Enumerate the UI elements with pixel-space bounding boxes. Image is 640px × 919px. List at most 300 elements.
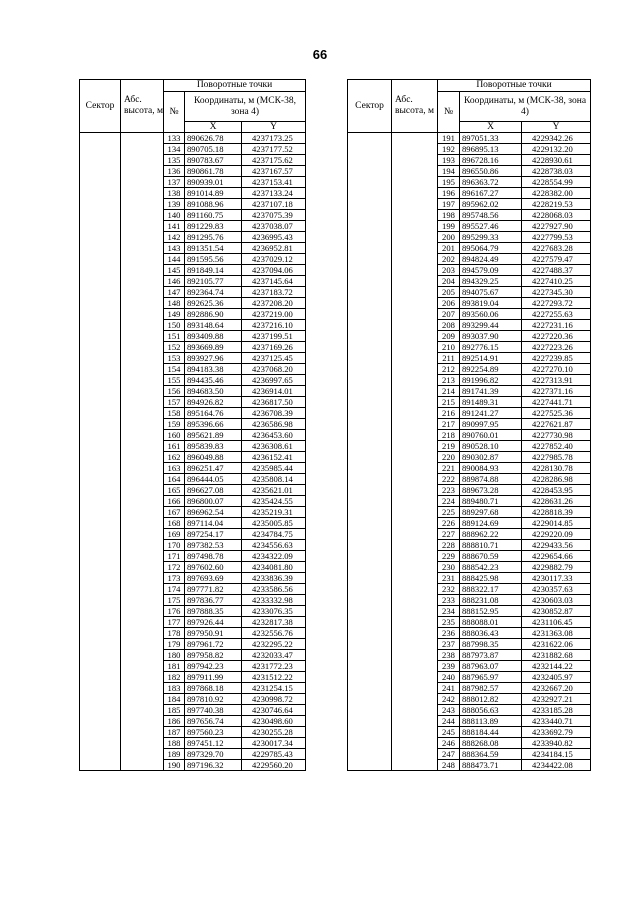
table-row — [80, 166, 306, 177]
point-number: 144 — [164, 254, 185, 265]
coord-x: 893148.64 — [185, 320, 242, 331]
coord-x: 894926.82 — [185, 397, 242, 408]
coord-x: 888810.71 — [460, 540, 522, 551]
point-number: 197 — [438, 199, 460, 210]
abs-height-cell — [121, 551, 164, 562]
coord-y: 4236708.39 — [242, 408, 306, 419]
coord-y: 4227220.36 — [522, 331, 591, 342]
coord-y: 4228068.03 — [522, 210, 591, 221]
table-row — [348, 221, 591, 232]
table-row — [348, 254, 591, 265]
table-row — [80, 738, 306, 749]
sector-cell — [348, 210, 392, 221]
coord-x: 897926.44 — [185, 617, 242, 628]
abs-height-cell — [121, 243, 164, 254]
point-number: 209 — [438, 331, 460, 342]
abs-height-cell — [121, 716, 164, 727]
abs-height-cell — [121, 210, 164, 221]
point-number: 139 — [164, 199, 185, 210]
abs-height-cell — [392, 485, 438, 496]
header-abs-height: Абс. высота, м — [121, 80, 164, 133]
table-row — [80, 210, 306, 221]
table-row — [348, 474, 591, 485]
sector-cell — [80, 441, 121, 452]
table-row — [348, 540, 591, 551]
point-number: 176 — [164, 606, 185, 617]
point-number: 194 — [438, 166, 460, 177]
coord-x: 892514.91 — [460, 353, 522, 364]
point-number: 151 — [164, 331, 185, 342]
coord-y: 4228738.03 — [522, 166, 591, 177]
sector-cell — [348, 760, 392, 771]
abs-height-cell — [121, 408, 164, 419]
table-row — [80, 661, 306, 672]
coord-x: 897836.77 — [185, 595, 242, 606]
point-number: 186 — [164, 716, 185, 727]
abs-height-cell — [121, 265, 164, 276]
sector-cell — [80, 375, 121, 386]
sector-cell — [80, 738, 121, 749]
sector-cell — [348, 155, 392, 166]
abs-height-cell — [392, 287, 438, 298]
coord-x: 887963.07 — [460, 661, 522, 672]
coord-y: 4237075.39 — [242, 210, 306, 221]
coord-x: 897911.99 — [185, 672, 242, 683]
coord-x: 897868.18 — [185, 683, 242, 694]
table-row — [80, 364, 306, 375]
sector-cell — [348, 166, 392, 177]
coord-y: 4229132.20 — [522, 144, 591, 155]
point-number: 175 — [164, 595, 185, 606]
abs-height-cell — [121, 628, 164, 639]
abs-height-cell — [121, 738, 164, 749]
point-number: 224 — [438, 496, 460, 507]
table-row — [80, 463, 306, 474]
coord-x: 892625.36 — [185, 298, 242, 309]
coord-x: 897560.23 — [185, 727, 242, 738]
table-row — [348, 408, 591, 419]
coord-y: 4227255.63 — [522, 309, 591, 320]
abs-height-cell — [392, 683, 438, 694]
sector-cell — [80, 276, 121, 287]
coord-y: 4235219.31 — [242, 507, 306, 518]
coord-x: 888184.44 — [460, 727, 522, 738]
abs-height-cell — [392, 496, 438, 507]
coord-y: 4227410.25 — [522, 276, 591, 287]
abs-height-cell — [121, 661, 164, 672]
coord-y: 4233940.82 — [522, 738, 591, 749]
coord-y: 4237153.41 — [242, 177, 306, 188]
sector-cell — [80, 144, 121, 155]
sector-cell — [80, 210, 121, 221]
abs-height-cell — [121, 177, 164, 188]
coord-y: 4230357.63 — [522, 584, 591, 595]
table-row — [348, 518, 591, 529]
coord-x: 895164.76 — [185, 408, 242, 419]
table-row — [80, 298, 306, 309]
coord-y: 4227293.72 — [522, 298, 591, 309]
abs-height-cell — [392, 562, 438, 573]
coordinates-table-left — [79, 79, 306, 771]
coord-y: 4227223.26 — [522, 342, 591, 353]
point-number: 147 — [164, 287, 185, 298]
sector-cell — [80, 749, 121, 760]
table-row — [348, 320, 591, 331]
sector-cell — [348, 320, 392, 331]
sector-cell — [348, 529, 392, 540]
table-row — [348, 452, 591, 463]
point-number: 243 — [438, 705, 460, 716]
sector-cell — [80, 166, 121, 177]
sector-cell — [348, 606, 392, 617]
abs-height-cell — [121, 188, 164, 199]
sector-cell — [80, 353, 121, 364]
sector-cell — [348, 133, 392, 144]
sector-cell — [348, 243, 392, 254]
abs-height-cell — [392, 276, 438, 287]
coord-y: 4228130.78 — [522, 463, 591, 474]
point-number: 219 — [438, 441, 460, 452]
point-number: 179 — [164, 639, 185, 650]
sector-cell — [348, 419, 392, 430]
abs-height-cell — [121, 749, 164, 760]
coord-y: 4236952.81 — [242, 243, 306, 254]
coord-x: 891996.82 — [460, 375, 522, 386]
point-number: 136 — [164, 166, 185, 177]
table-row — [80, 507, 306, 518]
point-number: 231 — [438, 573, 460, 584]
sector-cell — [80, 540, 121, 551]
coord-y: 4227683.28 — [522, 243, 591, 254]
sector-cell — [348, 551, 392, 562]
table-row — [348, 166, 591, 177]
sector-cell — [348, 727, 392, 738]
sector-cell — [80, 518, 121, 529]
table-row — [80, 540, 306, 551]
table-row — [80, 694, 306, 705]
sector-cell — [80, 463, 121, 474]
coord-x: 895064.79 — [460, 243, 522, 254]
abs-height-cell — [121, 584, 164, 595]
coord-y: 4228631.26 — [522, 496, 591, 507]
sector-cell — [348, 408, 392, 419]
coord-x: 888056.63 — [460, 705, 522, 716]
abs-height-cell — [121, 518, 164, 529]
coord-y: 4234184.15 — [522, 749, 591, 760]
coord-x: 890861.78 — [185, 166, 242, 177]
point-number: 171 — [164, 551, 185, 562]
table-row — [80, 749, 306, 760]
table-row — [348, 309, 591, 320]
abs-height-cell — [392, 694, 438, 705]
point-number: 208 — [438, 320, 460, 331]
coord-y: 4227730.98 — [522, 430, 591, 441]
abs-height-cell — [121, 419, 164, 430]
abs-height-cell — [121, 529, 164, 540]
abs-height-cell — [392, 188, 438, 199]
point-number: 239 — [438, 661, 460, 672]
coord-y: 4229785.43 — [242, 749, 306, 760]
sector-cell — [80, 265, 121, 276]
sector-cell — [80, 529, 121, 540]
table-row — [80, 265, 306, 276]
abs-height-cell — [121, 199, 164, 210]
table-row — [80, 287, 306, 298]
abs-height-cell — [392, 254, 438, 265]
point-number: 230 — [438, 562, 460, 573]
abs-height-cell — [392, 760, 438, 771]
table-row — [348, 507, 591, 518]
sector-cell — [80, 386, 121, 397]
table-row — [80, 386, 306, 397]
table-row — [80, 650, 306, 661]
abs-height-cell — [392, 617, 438, 628]
coord-x: 887973.87 — [460, 650, 522, 661]
point-number: 145 — [164, 265, 185, 276]
coord-y: 4232295.22 — [242, 639, 306, 650]
point-number: 225 — [438, 507, 460, 518]
coord-x: 897498.78 — [185, 551, 242, 562]
table-body — [348, 80, 591, 771]
sector-cell — [80, 408, 121, 419]
coord-y: 4237038.07 — [242, 221, 306, 232]
table-row — [80, 177, 306, 188]
coord-x: 896550.86 — [460, 166, 522, 177]
table-row — [80, 144, 306, 155]
abs-height-cell — [121, 287, 164, 298]
coord-x: 896728.16 — [460, 155, 522, 166]
point-number: 137 — [164, 177, 185, 188]
sector-cell — [80, 331, 121, 342]
abs-height-cell — [121, 540, 164, 551]
abs-height-cell — [121, 375, 164, 386]
table-row — [348, 419, 591, 430]
sector-cell — [348, 452, 392, 463]
sector-cell — [348, 672, 392, 683]
table-row — [348, 441, 591, 452]
sector-cell — [348, 199, 392, 210]
coord-y: 4229433.56 — [522, 540, 591, 551]
abs-height-cell — [392, 199, 438, 210]
abs-height-cell — [392, 529, 438, 540]
coord-x: 889480.71 — [460, 496, 522, 507]
coord-y: 4235808.14 — [242, 474, 306, 485]
point-number: 160 — [164, 430, 185, 441]
abs-height-cell — [392, 716, 438, 727]
coord-y: 4237029.12 — [242, 254, 306, 265]
point-number: 235 — [438, 617, 460, 628]
sector-cell — [348, 628, 392, 639]
sector-cell — [348, 441, 392, 452]
point-number: 146 — [164, 276, 185, 287]
point-number: 184 — [164, 694, 185, 705]
sector-cell — [348, 683, 392, 694]
sector-cell — [80, 155, 121, 166]
abs-height-cell — [121, 672, 164, 683]
sector-cell — [348, 386, 392, 397]
abs-height-cell — [392, 628, 438, 639]
sector-cell — [80, 199, 121, 210]
coord-x: 897196.32 — [185, 760, 242, 771]
table-row — [80, 243, 306, 254]
table-row — [80, 133, 306, 144]
sector-cell — [348, 650, 392, 661]
point-number: 204 — [438, 276, 460, 287]
sector-cell — [348, 309, 392, 320]
table-row — [80, 342, 306, 353]
sector-cell — [348, 353, 392, 364]
coord-x: 897051.33 — [460, 133, 522, 144]
header-turning-points: Поворотные точки — [164, 80, 306, 92]
coord-x: 891241.27 — [460, 408, 522, 419]
coord-x: 897888.35 — [185, 606, 242, 617]
point-number: 152 — [164, 342, 185, 353]
coord-y: 4233836.39 — [242, 573, 306, 584]
coord-y: 4232556.76 — [242, 628, 306, 639]
coord-x: 897114.04 — [185, 518, 242, 529]
abs-height-cell — [121, 474, 164, 485]
point-number: 172 — [164, 562, 185, 573]
coord-x: 890528.10 — [460, 441, 522, 452]
table-row — [80, 551, 306, 562]
coord-x: 897656.74 — [185, 716, 242, 727]
coord-y: 4236586.98 — [242, 419, 306, 430]
coord-y: 4231363.08 — [522, 628, 591, 639]
table-row — [348, 738, 591, 749]
table-row — [80, 452, 306, 463]
table-body — [80, 80, 306, 771]
table-row — [348, 672, 591, 683]
coord-y: 4236817.50 — [242, 397, 306, 408]
sector-cell — [80, 694, 121, 705]
sector-cell — [80, 496, 121, 507]
sector-cell — [348, 463, 392, 474]
table-row — [80, 199, 306, 210]
header-y: Y — [522, 122, 591, 133]
coord-y: 4237169.26 — [242, 342, 306, 353]
point-number: 223 — [438, 485, 460, 496]
point-number: 192 — [438, 144, 460, 155]
table-row — [348, 496, 591, 507]
coord-x: 891295.76 — [185, 232, 242, 243]
point-number: 187 — [164, 727, 185, 738]
sector-cell — [348, 342, 392, 353]
table-row — [80, 221, 306, 232]
coord-y: 4231882.68 — [522, 650, 591, 661]
coord-y: 4231772.23 — [242, 661, 306, 672]
abs-height-cell — [392, 584, 438, 595]
coord-y: 4234422.08 — [522, 760, 591, 771]
coord-y: 4237183.72 — [242, 287, 306, 298]
header-number: № — [164, 92, 185, 133]
table-row — [80, 639, 306, 650]
coord-x: 889874.88 — [460, 474, 522, 485]
table-row — [80, 595, 306, 606]
abs-height-cell — [392, 551, 438, 562]
coord-y: 4228453.95 — [522, 485, 591, 496]
abs-height-cell — [392, 364, 438, 375]
table-row — [80, 155, 306, 166]
table-row — [348, 386, 591, 397]
table-row — [348, 573, 591, 584]
coord-x: 894683.50 — [185, 386, 242, 397]
abs-height-cell — [392, 265, 438, 276]
abs-height-cell — [392, 155, 438, 166]
abs-height-cell — [392, 661, 438, 672]
coord-x: 891489.31 — [460, 397, 522, 408]
abs-height-cell — [121, 144, 164, 155]
sector-cell — [348, 705, 392, 716]
point-number: 241 — [438, 683, 460, 694]
sector-cell — [80, 309, 121, 320]
abs-height-cell — [121, 617, 164, 628]
point-number: 246 — [438, 738, 460, 749]
table-row — [348, 562, 591, 573]
coord-y: 4237068.20 — [242, 364, 306, 375]
coord-y: 4230852.87 — [522, 606, 591, 617]
abs-height-cell — [121, 441, 164, 452]
table-row — [80, 331, 306, 342]
coord-x: 891849.14 — [185, 265, 242, 276]
coord-y: 4228382.00 — [522, 188, 591, 199]
coord-x: 890626.78 — [185, 133, 242, 144]
coord-x: 895748.56 — [460, 210, 522, 221]
sector-cell — [80, 573, 121, 584]
coord-y: 4236152.41 — [242, 452, 306, 463]
point-number: 135 — [164, 155, 185, 166]
sector-cell — [80, 485, 121, 496]
coord-y: 4232817.38 — [242, 617, 306, 628]
abs-height-cell — [392, 749, 438, 760]
table-row — [348, 639, 591, 650]
abs-height-cell — [392, 144, 438, 155]
coord-x: 894824.49 — [460, 254, 522, 265]
point-number: 173 — [164, 573, 185, 584]
abs-height-cell — [121, 320, 164, 331]
sector-cell — [80, 188, 121, 199]
coord-y: 4237173.25 — [242, 133, 306, 144]
coord-y: 4228554.99 — [522, 177, 591, 188]
table-row — [348, 353, 591, 364]
sector-cell — [80, 551, 121, 562]
coord-x: 897810.92 — [185, 694, 242, 705]
header-abs-height: Абс. высота, м — [392, 80, 438, 133]
point-number: 141 — [164, 221, 185, 232]
coord-x: 888113.89 — [460, 716, 522, 727]
sector-cell — [348, 221, 392, 232]
table-row — [80, 375, 306, 386]
sector-cell — [80, 232, 121, 243]
coord-y: 4230498.60 — [242, 716, 306, 727]
sector-cell — [80, 430, 121, 441]
table-row — [348, 232, 591, 243]
sector-cell — [80, 606, 121, 617]
coord-x: 896049.88 — [185, 452, 242, 463]
coord-x: 893927.96 — [185, 353, 242, 364]
table-row — [80, 606, 306, 617]
point-number: 180 — [164, 650, 185, 661]
coord-y: 4228286.98 — [522, 474, 591, 485]
abs-height-cell — [121, 364, 164, 375]
coord-x: 893560.06 — [460, 309, 522, 320]
coord-y: 4228818.39 — [522, 507, 591, 518]
abs-height-cell — [392, 452, 438, 463]
coord-x: 888542.23 — [460, 562, 522, 573]
coord-y: 4235621.01 — [242, 485, 306, 496]
header-x: X — [185, 122, 242, 133]
abs-height-cell — [392, 177, 438, 188]
abs-height-cell — [392, 408, 438, 419]
